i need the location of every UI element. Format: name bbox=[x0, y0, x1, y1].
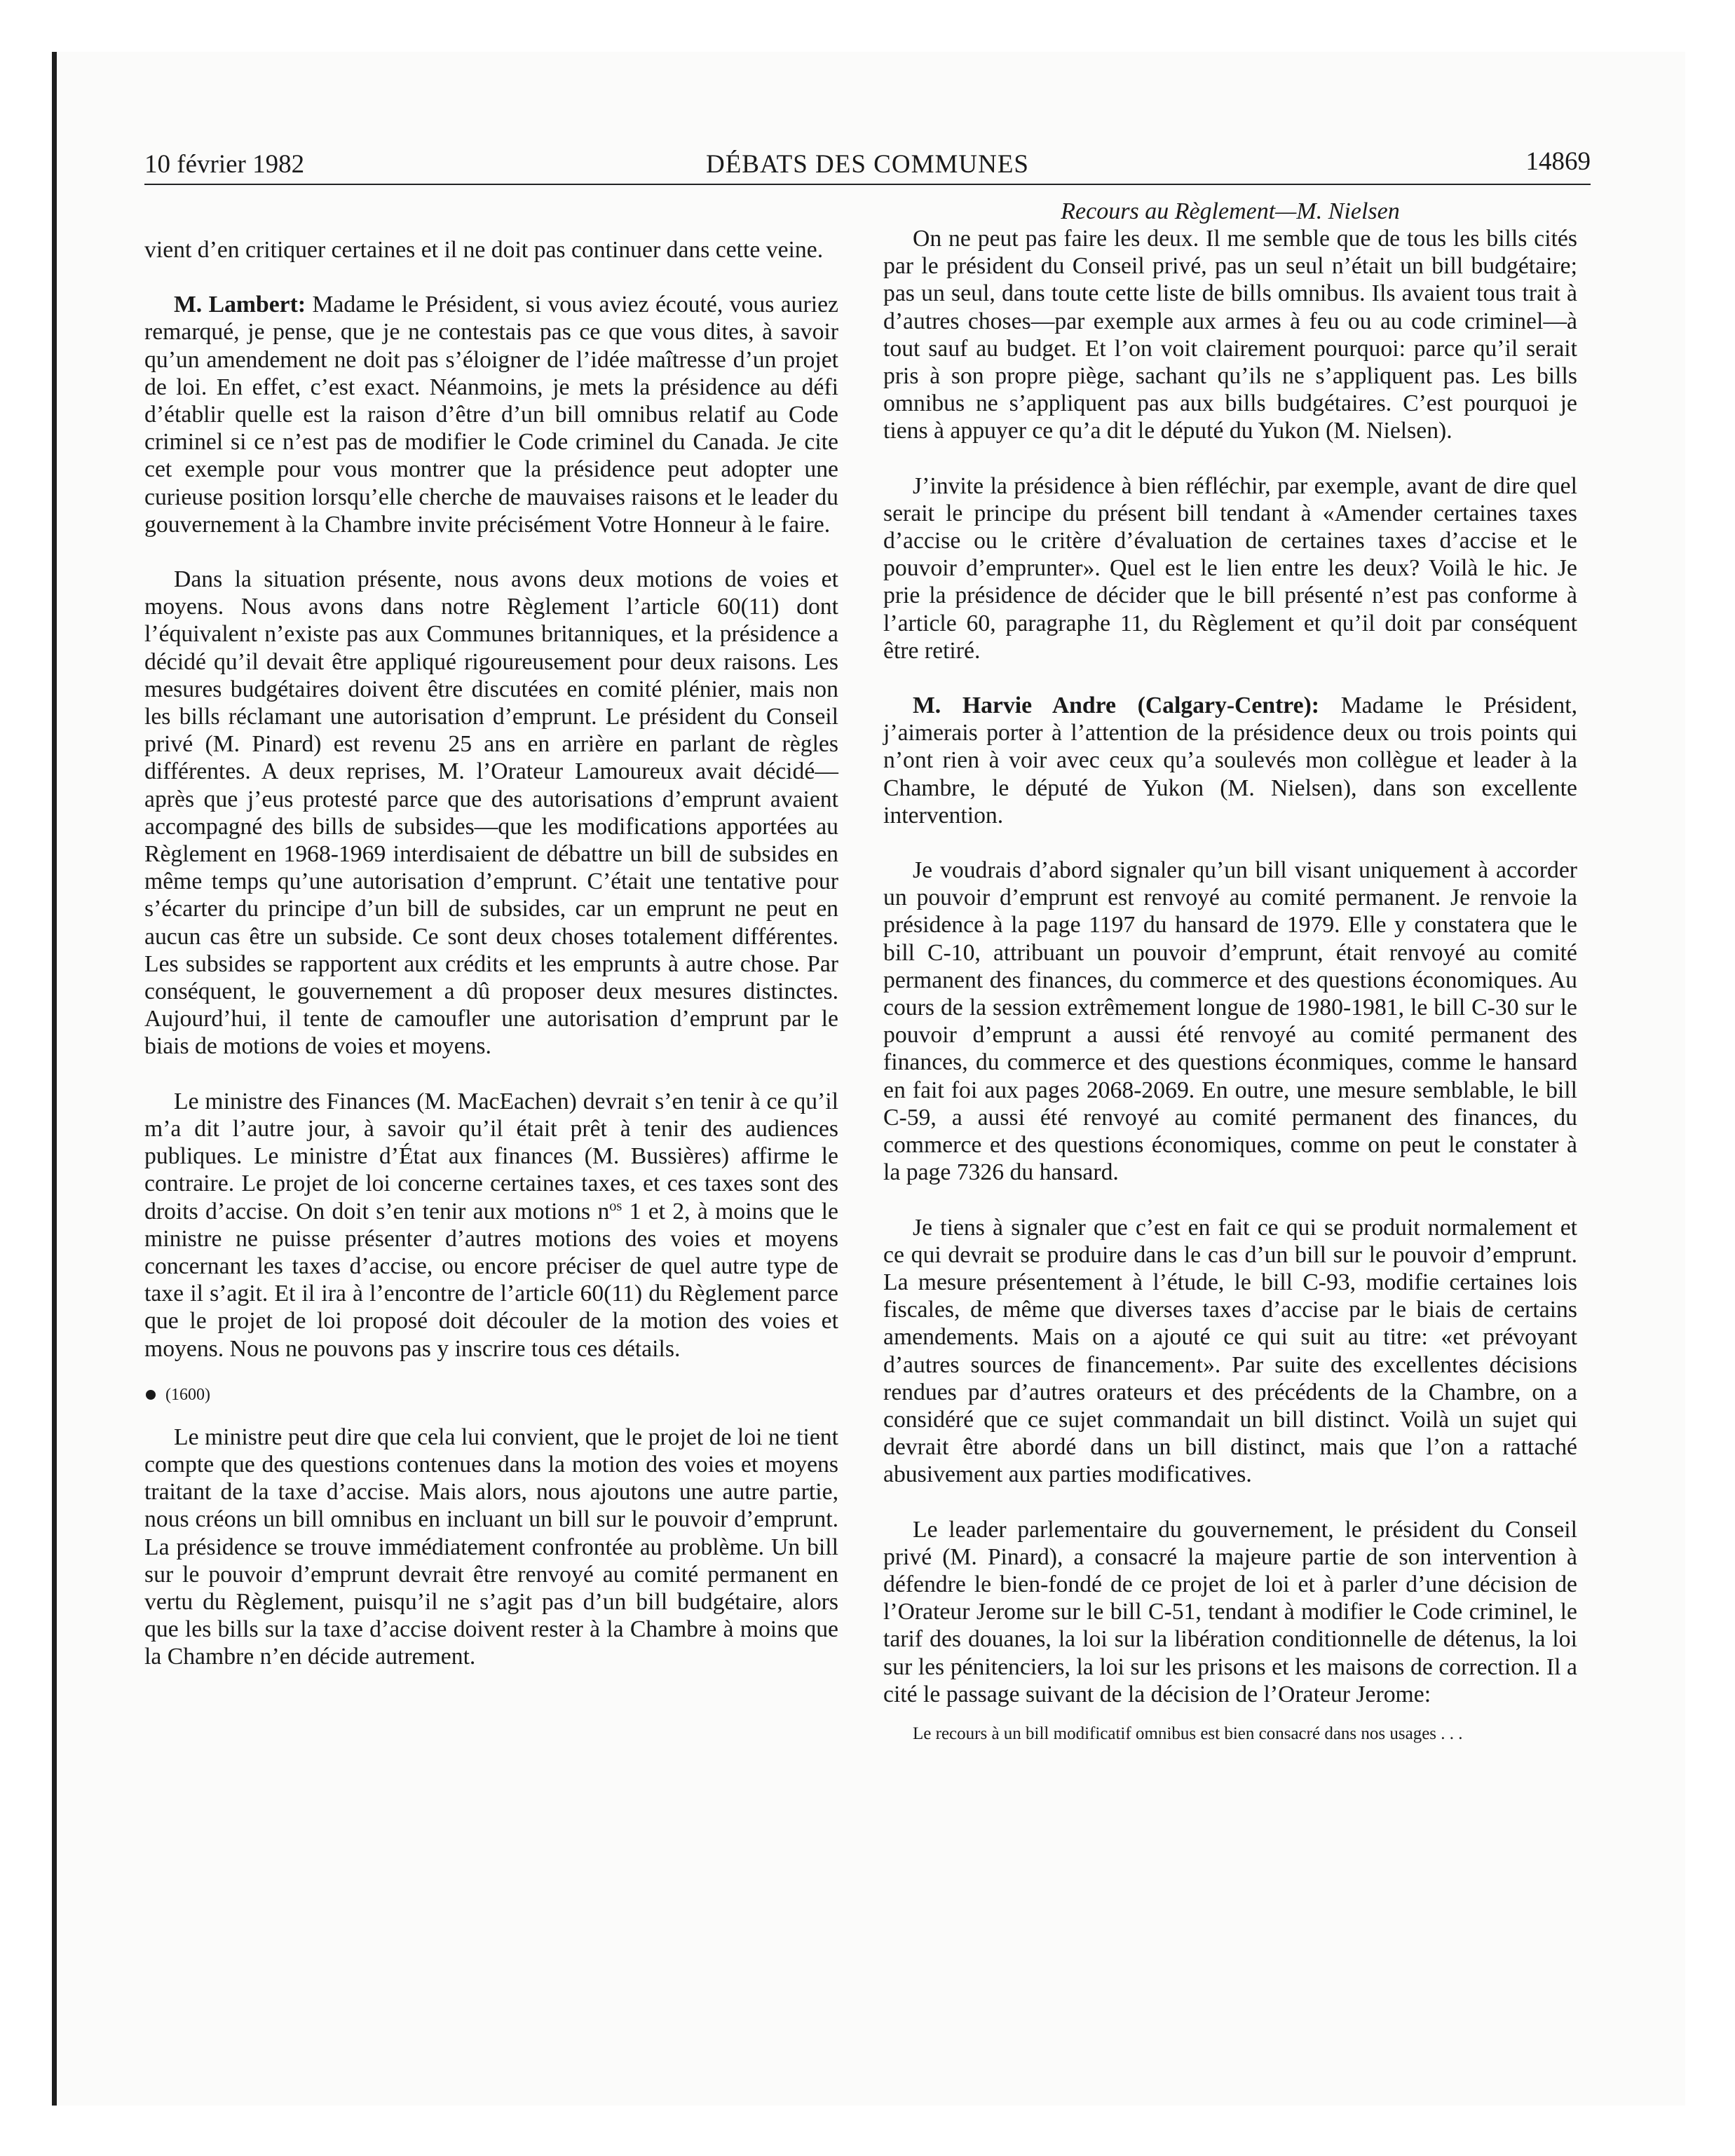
paragraph-text: Madame le Président, j’aimerais porter à l’attention de la présidence deux ou trois points qui n’ont rien à voir avec ceux qu’a soulevés mon collègue et leader à la Chambre, le député de Yukon (M. Nielsen), dans son excellente intervention. bbox=[883, 692, 1577, 828]
paragraph bbox=[883, 692, 1577, 829]
paragraph-text: 1 et 2, à moins que le ministre ne puisse présenter d’autres motions des voies et moyens concernant les taxes d’accise, ou encore préciser de quel autre type de taxe il s’agit. Et il ira à l’encontre de l’article 60(11) du Règlement parce que le projet de loi proposé doit découler de la motion des voies et moyens. Nous ne pouvons pas y inscrire tous ces détails. bbox=[144, 1198, 838, 1362]
running-head: Recours au Règlement—M. Nielsen bbox=[1061, 198, 1400, 224]
header-date: 10 février 1982 bbox=[144, 150, 305, 179]
column-spacer bbox=[144, 198, 838, 236]
paragraph bbox=[144, 291, 838, 538]
paragraph: Je tiens à signaler que c’est en fait ce qui se produit normalement et ce qui devrait se produire dans le cas d’un bill sur le pouvoir d’emprunt. La mesure présentement à l’étude, le bill C-93, modifie certaines lois fiscales, de même que diverses taxes d’accise par le biais de certains amendements. Mais on a ajouté ce qui suit au titre: «et prévoyant d’autres sources de financement». Par suite des excellentes décisions rendues par d’autres orateurs et des précédents de la Chambre, on a considéré que ce sujet commandait un bill distinct. Voilà un sujet qui devrait être abordé dans un bill distinct, mais que l’on a rattaché abusivement aux parties modificatives. bbox=[883, 1214, 1577, 1488]
header-rule bbox=[144, 184, 1591, 185]
paragraph: J’invite la présidence à bien réfléchir, par exemple, avant de dire quel serait le principe du présent bill tendant à «Amender certaines taxes d’accise ou le critère d’évaluation de certaines taxes d’accise et le pouvoir d’emprunter». Quel est le lien entre les deux? Voilà le hic. Je prie la présidence de décider que le bill présenté n’est pas conforme à l’article 60, paragraphe 11, du Règlement et qu’il doit par conséquent être retiré. bbox=[883, 472, 1577, 664]
paragraph: Dans la situation présente, nous avons deux motions de voies et moyens. Nous avons dans notre Règlement l’article 60(11) dont l’équivalent n’existe pas aux Communes britanniques, et la présidence a décidé qu’il devait être appliqué rigoureusement pour deux raisons. Les mesures budgétaires doivent être discutées en comité plénier, mais non les bills réclamant une autorisation d’emprunt. Le président du Conseil privé (M. Pinard) est revenu 25 ans en arrière en parlant de règles différentes. A deux reprises, M. l’Orateur Lamoureux avait décidé—après que j’eus protesté parce que des autorisations d’emprunt avaient accompagné des bills de subsides—que les modifications apportées au Règlement en 1968-1969 interdisaient de débattre un bill de subsides en même temps qu’une autorisation d’emprunt. C’était une tentative pour s’écarter du principe d’un bill de subsides, car un emprunt ne peut en aucun cas être un subside. Ce sont deux choses totalement différentes. Les subsides se rapportent aux crédits et les emprunts à autre chose. Par conséquent, le gouvernement a dû proposer deux mesures distinctes. Aujourd’hui, il tente de camoufler une autorisation d’emprunt par le biais de motions de voies et moyens. bbox=[144, 566, 838, 1060]
superscript: os bbox=[609, 1198, 622, 1214]
scan-border bbox=[52, 52, 57, 2106]
page-number: 14869 bbox=[1525, 147, 1591, 176]
speaker-name: M. Harvie Andre (Calgary-Centre): bbox=[913, 692, 1320, 719]
paragraph: vient d’en critiquer certaines et il ne doit pas continuer dans cette veine. bbox=[144, 237, 824, 263]
paragraph-text: Madame le Président, si vous aviez écouté, vous auriez remarqué, je pense, que je ne contestais pas ce que vous dites, à savoir qu’un amendement ne doit pas s’éloigner de l’idée maîtresse d’un projet de loi. En effet, c’est exact. Néanmoins, je mets la présidence au défi d’établir quelle est la raison d’être d’un bill omnibus relatif au Code criminel si ce n’est pas de modifier le Code criminel du Canada. Je cite cet exemple pour vous montrer que la présidence peut adopter une curieuse position lorsqu’elle cherche de mauvaises raisons et le leader du gouvernement à la Chambre invite précisément Votre Honneur à le faire. bbox=[144, 292, 838, 538]
bullet-icon bbox=[146, 1390, 156, 1400]
time-marker bbox=[144, 1384, 838, 1405]
header-title: DÉBATS DES COMMUNES bbox=[705, 150, 1029, 179]
paragraph bbox=[144, 1088, 838, 1363]
paragraph: Je voudrais d’abord signaler qu’un bill visant uniquement à accorder un pouvoir d’emprunt est renvoyé au comité permanent. Je renvoie la présidence à la page 1197 du hansard de 1979. Elle y constatera que le bill C-10, attribuant un pouvoir d’emprunt, était renvoyé au comité permanent des finances, du commerce et des questions économiques. Au cours de la session extrêmement longue de 1980-1981, le bill C-30 sur le pouvoir d’emprunt a aussi été renvoyé au comité permanent des finances, du commerce et des questions éconmiques, comme le hansard en fait foi aux pages 2068-2069. En outre, une mesure semblable, le bill C-59, a aussi été renvoyé au comité permanent des finances, du commerce et des questions économiques, comme on peut le constater à la page 7326 du hansard. bbox=[883, 857, 1577, 1186]
page-header bbox=[144, 144, 1591, 186]
quotation: Le recours à un bill modificatif omnibus est bien consacré dans nos usages . . . bbox=[913, 1724, 1463, 1743]
paragraph: Le leader parlementaire du gouvernement, le président du Conseil privé (M. Pinard), a consacré la majeure partie de son intervention à défendre le bien-fondé de ce projet de loi et à parler d’une décision de l’Orateur Jerome sur le bill C-51, tendant à modifier le Code criminel, le tarif des douanes, la loi sur la libération conditionnelle de détenus, la loi sur les pénitenciers, la loi sur les prisons et les maisons de correction. Il a cité le passage suivant de la décision de l’Orateur Jerome: bbox=[883, 1516, 1577, 1707]
paragraph: Le ministre peut dire que cela lui convient, que le projet de loi ne tient compte que des questions contenues dans la motion des voies et moyens traitant de la taxe d’accise. Mais alors, nous ajoutons une autre partie, nous créons un bill omnibus en incluant un bill sur le pouvoir d’emprunt. La présidence se trouve immédiatement confrontée au problème. Un bill sur le pouvoir d’emprunt devrait être renvoyé au comité permanent en vertu du Règlement, puisqu’il ne s’agit pas d’un bill budgétaire, alors que les bills sur la taxe d’accise doivent rester à la Chambre à moins que la Chambre n’en décide autrement. bbox=[144, 1424, 838, 1670]
speaker-name: M. Lambert: bbox=[174, 292, 306, 318]
right-column bbox=[883, 198, 1577, 1745]
left-column bbox=[144, 198, 838, 1671]
paragraph: On ne peut pas faire les deux. Il me semble que de tous les bills cités par le président du Conseil privé, pas un seul n’était un bill budgétaire; pas un seul, dans toute cette liste de bills omnibus. Ils avaient tous trait à d’autres choses—par exemple aux armes à feu ou au code criminel—à tout sauf au budget. Et l’on voit clairement pourquoi: parce qu’il serait pris à son propre piège, sachant qu’ils ne s’appliquent pas. Les bills omnibus ne s’appliquent pas aux bills budgétaires. C’est pourquoi je tiens à appuyer ce qu’a dit le député du Yukon (M. Nielsen). bbox=[883, 226, 1577, 444]
paragraph-text: Le ministre des Finances (M. MacEachen) devrait s’en tenir à ce qu’il m’a dit l’autre jour, à savoir qu’il était prêt à tenir des audiences publiques. Le ministre d’État aux finances (M. Bussières) affirme le contraire. Le projet de loi concerne certaines taxes, et ces taxes sont des droits d’accise. On doit s’en tenir aux motions n bbox=[144, 1088, 838, 1224]
time-label: (1600) bbox=[165, 1385, 210, 1404]
